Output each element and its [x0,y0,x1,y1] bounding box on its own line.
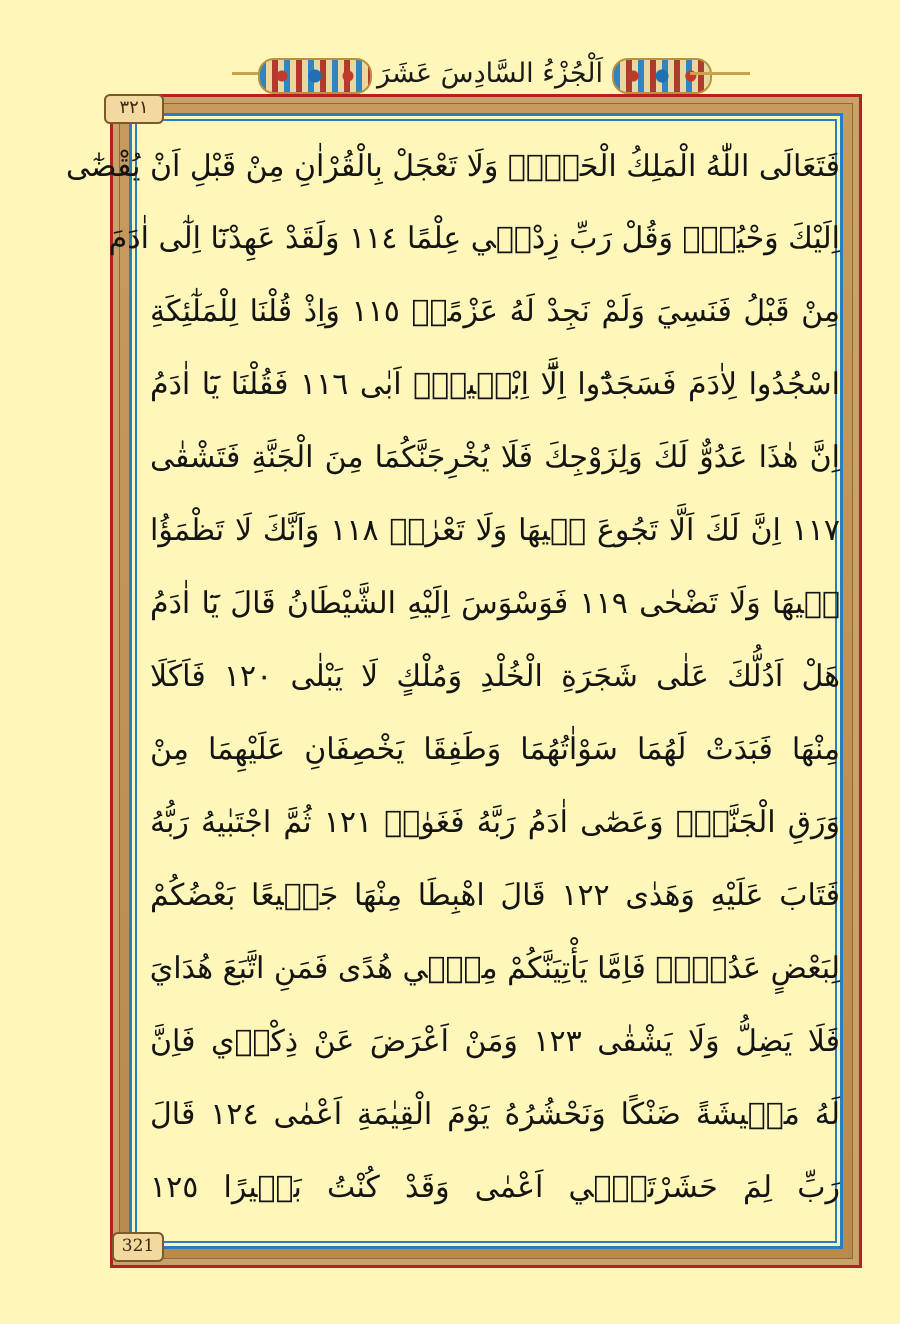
verse-line: اِنَّ هٰذَا عَدُوٌّ لَكَ وَلِزَوْجِكَ فَلَا يُخْرِجَنَّكُمَا مِنَ الْجَنَّةِ فَتَشْقٰى [150,440,840,475]
verse-line: لِبَعْضٍ عَدُوٌّۚ فَاِمَّا يَأْتِيَنَّكُمْ مِنّ۪ي هُدًى فَمَنِ اتَّبَعَ هُدَايَ [149,951,840,986]
juz-title: اَلْجُزْءُ السَّادِسَ عَشَرَ [376,58,604,89]
verse-line: ف۪يهَا وَلَا تَضْحٰى ١١٩ فَوَسْوَسَ اِلَيْهِ الشَّيْطَانُ قَالَ يَٓا اٰدَمُ [150,586,840,621]
header-ornament-right [612,58,712,94]
verse-line: ١١٧ اِنَّ لَكَ اَلَّا تَجُوعَ ف۪يهَا وَلَا تَعْرٰىۙ ١١٨ وَاَنَّكَ لَا تَظْمَؤُا [150,513,840,548]
verse-line: فَتَابَ عَلَيْهِ وَهَدٰى ١٢٢ قَالَ اهْبِطَا مِنْهَا جَم۪يعًا بَعْضُكُمْ [150,878,840,913]
header-ornament-left [258,58,372,94]
verse-line: فَتَعَالَى اللّٰهُ الْمَلِكُ الْحَقُّۚ وَلَا تَعْجَلْ بِالْقُرْاٰنِ مِنْ قَبْلِ اَنْ يُقْضٰٓى [65,149,840,184]
verse-line: هَلْ اَدُلُّكَ عَلٰى شَجَرَةِ الْخُلْدِ وَمُلْكٍ لَا يَبْلٰى ١٢٠ فَاَكَلَا [150,659,841,694]
verse-line: اِلَيْكَ وَحْيُهُۘ وَقُلْ رَبِّ زِدْن۪ي عِلْمًا ١١٤ وَلَقَدْ عَهِدْنَٓا اِلٰٓى اٰدَمَ [108,221,840,256]
verse-text-area [65,140,841,1230]
verse-line: رَبِّ لِمَ حَشَرْتَن۪ٓي اَعْمٰى وَقَدْ كُنْتُ بَص۪يرًا ١٢٥ [150,1170,840,1205]
verse-line: فَلَا يَضِلُّ وَلَا يَشْقٰى ١٢٣ وَمَنْ اَعْرَضَ عَنْ ذِكْر۪ي فَاِنَّ [150,1024,840,1059]
page-number-arabic: ٣٢١ [104,94,164,124]
verse-line: اسْجُدُوا لِاٰدَمَ فَسَجَدُٓوا اِلَّٓا اِبْل۪يسَۜ اَبٰى ١١٦ فَقُلْنَا يَٓا اٰدَمُ [150,367,840,402]
header-rule-right [690,72,750,75]
verse-line: مِنْهَا فَبَدَتْ لَهُمَا سَوْاٰتُهُمَا وَطَفِقَا يَخْصِفَانِ عَلَيْهِمَا مِنْ [150,732,840,767]
verse-line: وَرَقِ الْجَنَّةِۘ وَعَصٰٓى اٰدَمُ رَبَّهُ فَغَوٰىۖ ١٢١ ثُمَّ اجْتَبٰيهُ رَبُّهُ [150,805,840,840]
juz-header [0,48,900,100]
verse-line: لَهُ مَع۪يشَةً ضَنْكًا وَنَحْشُرُهُ يَوْمَ الْقِيٰمَةِ اَعْمٰى ١٢٤ قَالَ [150,1097,840,1132]
verse-line: مِنْ قَبْلُ فَنَسِيَ وَلَمْ نَجِدْ لَهُ عَزْمًا۟ ١١٥ وَاِذْ قُلْنَا لِلْمَلٰٓئِكَةِ [150,294,841,329]
page-number-latin: 321 [112,1232,164,1262]
